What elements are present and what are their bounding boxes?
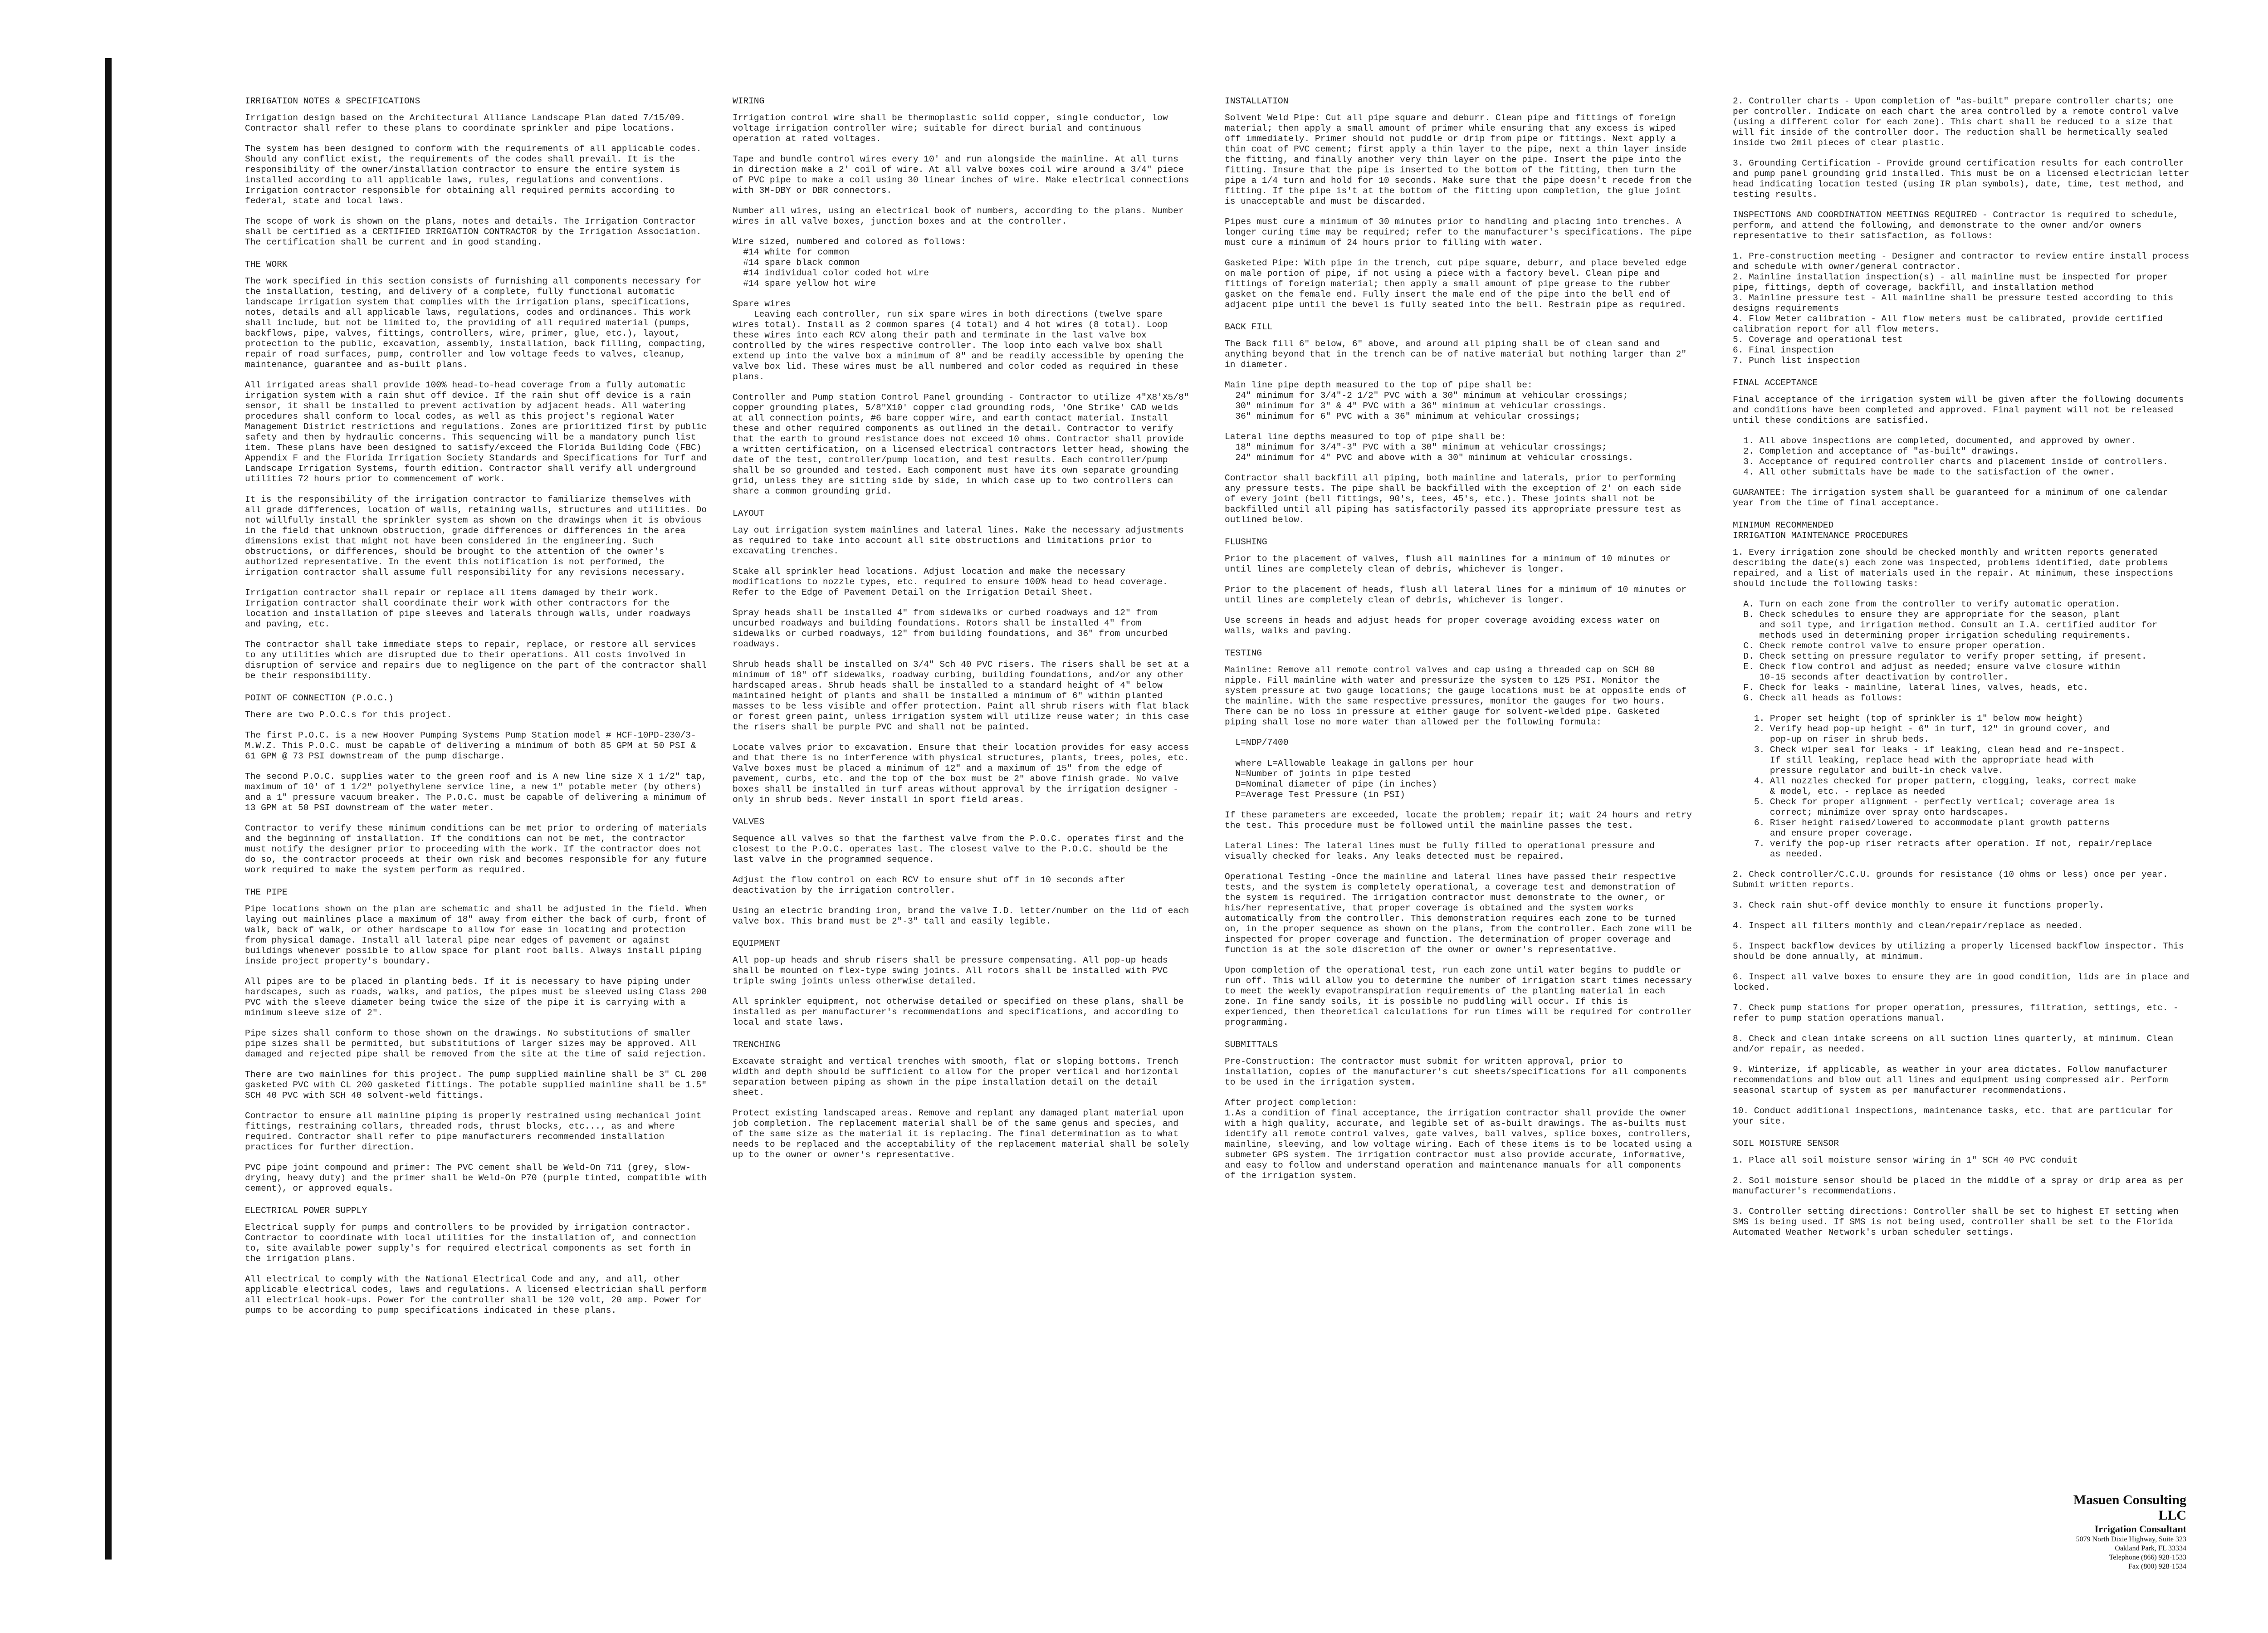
note-paragraph: 6. Inspect all valve boxes to ensure they are in good condition, lids are in place and locked. [1733,972,2195,993]
note-paragraph: Irrigation control wire shall be thermoplastic solid copper, single conductor, low voltage irrigation controller wire; suitable for direct burial and continuous operation at rated voltages. [733,113,1173,144]
note-paragraph: Using an electric branding iron, brand the valve I.D. letter/number on the lid of each valve box. This brand must be 2"-3" tall and easily legible. [733,906,1195,926]
section-heading: TESTING [1225,648,1262,658]
note-paragraph: Electrical supply for pumps and controllers to be provided by irrigation contractor. Contractor to coordinate with local utilities for the installation of, and connection to, site available power supply's for required electrical components as set forth in the irrigation plans. [245,1222,702,1264]
notes-column-2 [733,96,1193,1170]
section-heading: MINIMUM RECOMMENDED IRRIGATION MAINTENANCE PROCEDURES [1733,520,1908,541]
note-paragraph: After project completion: 1.As a condition of final acceptance, the irrigation contractor shall provide the owner with a high quality, accurate, and legible set of as-built drawings. The as-builts must identify all remote control valves, gate valves, ball valves, splice boxes, controllers, mainline, sleeving, and low voltage wiring. Each of these items is to be located using a submeter GPS system. The irrigation contractor must also provide accurate, informative, and easy to follow and understand operation and maintenance manuals for all components of the irrigation system. [1225,1098,1692,1181]
note-paragraph: Contractor shall backfill all piping, both mainline and laterals, prior to performing any pressure tests. The pipe shall be backfilled with the exception of 2' on each side of every joint (bell fittings, 90's, tees, 45's, etc.). These joints shall not be backfilled until all piping has satisfactorily passed its appropriate pressure test as outlined below. [1225,473,1687,525]
note-paragraph: All sprinkler equipment, not otherwise detailed or specified on these plans, shall be installed as per manufacturer's recommendations and specifications, and according to local and state laws. [733,997,1189,1027]
note-paragraph: Lay out irrigation system mainlines and lateral lines. Make the necessary adjustments as required to take into account all site obstructions and limitations prior to excavating trenches. [733,525,1189,556]
section-heading: INSTALLATION [1225,96,1289,106]
note-paragraph: The scope of work is shown on the plans, notes and details. The Irrigation Contractor shall be certified as a CERTIFIED IRRIGATION CONTRACTOR by the Irrigation Association. The certification shall be current and in good standing. [245,216,707,247]
note-paragraph: Number all wires, using an electrical book of numbers, according to the plans. Number wires in all valve boxes, junction boxes and at the controller. [733,206,1189,226]
note-paragraph: The first P.O.C. is a new Hoover Pumping Systems Pump Station model # HCF-10PD-230/3-M.W.Z. This P.O.C. must be capable of delivering a minimum of both 85 GPM at 50 PSI & 61 GPM @ 73 PSI downstream of the pump discharge. [245,730,702,761]
section-heading: VALVES [733,817,765,827]
note-paragraph: Gasketed Pipe: With pipe in the trench, cut pipe square, deburr, and place beveled edge on male portion of pipe, if not using a piece with a factory bevel. Clean pipe and fittings of foreign material; then apply a small amount of pipe grease to the rubber gasket on the female end. Fully insert the male end of the pipe into the bell end of adjacent pipe until the bevel is fully seated into the bell. Restrain pipe as required. [1225,258,1692,310]
consultant-block [2050,1492,2186,1571]
note-paragraph: Spare wires Leaving each controller, run six spare wires in both directions (twelve spare wires total). Install as 2 common spares (4 total) and 4 hot wires (8 total). Loop these wires into each RCV along their path and terminate in the last valve box controlled by the wires respective controller. The loop into each valve box shall extend up into the valve box a minimum of 8" and be readily accessible by opening the valve box lid. These wires must be all numbered and color coded as required in these plans. [733,299,1184,382]
notes-column-1 [245,96,712,1326]
note-paragraph: All electrical to comply with the National Electrical Code and any, and all, other applicable electrical codes, laws and regulations. A licensed electrician shall perform all electrical hook-ups. Power for the controller shall be 120 volt, 20 amp. Power for pumps to be according to pump specifications indicated in these plans. [245,1274,712,1315]
note-paragraph: 3. Grounding Certification - Provide ground certification results for each controller and pump panel grounding grid installed. This must be on a licensed electrician letter head indicating location tested (using IR plan symbols), date, time, test method, and testing results. [1733,158,2195,200]
note-paragraph: There are two mainlines for this project. The pump supplied mainline shall be 3" CL 200 gasketed PVC with CL 200 gasketed fittings. The potable supplied mainline shall be 1.5" SCH 40 PVC with SCH 40 solvent-weld fittings. [245,1070,712,1100]
note-paragraph: Irrigation design based on the Architectural Alliance Landscape Plan dated 7/15/09. Contractor shall refer to these plans to coordinate sprinkler and pipe locations. [245,113,691,133]
note-paragraph: 2. Soil moisture sensor should be placed in the middle of a spray or drip area as per manufacturer's recommendations. [1733,1176,2190,1196]
note-paragraph: 1. All above inspections are completed, documented, and approved by owner. 2. Completion and acceptance of "as-built" drawings. 3. Acceptance of required controller charts and placement inside of controllers. 4. All other submittals have be made to the satisfaction of the owner. [1743,436,2168,477]
note-paragraph: There are two P.O.C.s for this project. [245,710,452,720]
note-paragraph: Prior to the placement of heads, flush all lateral lines for a minimum of 10 minutes or until lines are completely clean of debris, whichever is longer. [1225,585,1692,605]
section-heading: ELECTRICAL POWER SUPPLY [245,1206,367,1216]
sheet-border-bar [105,58,112,1560]
note-paragraph: 7. Check pump stations for proper operation, pressures, filtration, settings, etc. - refer to pump station operations manual. [1733,1003,2184,1023]
note-paragraph: Pipe locations shown on the plan are schematic and shall be adjusted in the field. When laying out mainlines place a maximum of 18" away from either the back of curb, front of walk, back of walk, or other hardscape to allow for ease in locating and protection from physical damage. Install all lateral pipe near edges of pavement or against buildings whenever possible to allow space for plant root balls. Always install piping inside project property's boundary. [245,904,712,966]
section-heading: THE WORK [245,259,288,269]
note-paragraph: Excavate straight and vertical trenches with smooth, flat or sloping bottoms. Trench width and depth should be sufficient to allow for the proper vertical and horizontal separation between piping as shown in the pipe installation detail on the detail sheet. [733,1056,1184,1098]
note-paragraph: If these parameters are exceeded, locate the problem; repair it; wait 24 hours and retry the test. This procedure must be followed until the mainline passes the test. [1225,810,1697,831]
note-paragraph: Lateral Lines: The lateral lines must be fully filled to operational pressure and visually checked for leaks. Any leaks detected must be repaired. [1225,841,1660,861]
note-paragraph: Spray heads shall be installed 4" from sidewalks or curbed roadways and 12" from uncurbed roadways and building foundations. Rotors shall be installed 4" from sidewalks or curbed roadways, 12" from building foundations, and 36" from uncurbed roadways. [733,608,1173,649]
note-paragraph: Wire sized, numbered and colored as follows: #14 white for common #14 spare black common #14 individual color coded hot wire #14 spare yellow hot wire [733,237,966,288]
note-paragraph: Tape and bundle control wires every 10' and run alongside the mainline. At all turns in direction make a 2' coil of wire. At all valve boxes coil wire around a 3/4" piece of PVC pipe to make a coil using 30 linear inches of wire. Make electrical connections with 3M-DBY or DBR connectors. [733,154,1195,196]
note-paragraph: Use screens in heads and adjust heads for proper coverage avoiding excess water on walls, walks and paving. [1225,616,1666,636]
note-paragraph: Locate valves prior to excavation. Ensure that their location provides for easy access and that there is no interference with physical structures, plants, trees, poles, etc. Valve boxes must be placed a minimum of 12" and a maximum of 15" from the edge of pavement, curbs, etc. and the top of the box must be 2" above finish grade. No valve boxes shall be installed in turf areas without approval by the irrigation designer - only in shrub beds. Never install in sport field areas. [733,743,1195,805]
note-paragraph: Prior to the placement of valves, flush all mainlines for a minimum of 10 minutes or until lines are completely clean of debris, whichever is longer. [1225,554,1676,574]
note-paragraph: Operational Testing -Once the mainline and lateral lines have passed their respective tests, and the system is completely operational, a coverage test and demonstration of the system is required. The irrigation contractor must demonstrate to the owner, or his/her representative, that proper coverage is obtained and the system works automatically from the controller. This demonstration requires each zone to be turned on, in the proper sequence as shown on the plans, from the controller. Each zone will be inspected for proper coverage and function. The determination of proper coverage and function is at the sole discretion of the owner or owner's representative. [1225,872,1697,955]
consultant-name: Masuen Consulting LLC [2073,1492,2186,1523]
note-paragraph: Lateral line depths measured to top of pipe shall be: 18" minimum for 3/4"-3" PVC with a 30" minimum at vehicular crossings; 24" minimum for 4" PVC and above with a 30" minimum at vehicular crossings. [1225,432,1634,463]
section-heading: THE PIPE [245,887,288,897]
note-paragraph: Controller and Pump station Control Panel grounding - Contractor to utilize 4"X8'X5/8" copper grounding plates, 5/8"X10' copper clad grounding rods, 'One Strike' CAD welds at all connection points, #6 bare copper wire, and earth contact material. Install these and other required components as outlined in the detail. Contractor to verify that the earth to ground resistance does not exceed 10 ohms. Contractor shall provide a written certification, on a licensed electrical contractors letter head, showing the date of the test, controller/pump location, and test results. Each controller/pump shall be so grounded and tested. Each component must have its own separate grounding grid, unless they are sitting side by side, in which case up to two controllers can share a common grounding grid. [733,392,1195,496]
note-paragraph: Adjust the flow control on each RCV to ensure shut off in 10 seconds after deactivation by the irrigation controller. [733,875,1131,895]
note-paragraph: The work specified in this section consists of furnishing all components necessary for the installation, testing, and delivery of a complete, fully functional automatic landscape irrigation system that complies with the irrigation plans, specifications, notes, details and all applicable laws, regulations, codes and ordinances. This work shall include, but not be limited to, the providing of all required material (pumps, backflows, pipe, valves, fittings, controllers, wire, primer, glue, etc.), layout, protection to the public, excavation, assembly, installation, back filling, compacting, repair of road surfaces, pump, controller and low voltage feeds to valves, cleanup, maintenance, guarantee and as-built plans. [245,276,712,370]
section-heading: SOIL MOISTURE SENSOR [1733,1139,1839,1149]
section-heading: FINAL ACCEPTANCE [1733,378,1818,388]
note-paragraph: Sequence all valves so that the farthest valve from the P.O.C. operates first and the closest to the P.O.C. operates last. The closest valve to the P.O.C. should be the last valve in the programmed sequence. [733,834,1189,865]
note-paragraph: Irrigation contractor shall repair or replace all items damaged by their work. Irrigation contractor shall coordinate their work with other contractors for the location and installation of pipe sleeves and laterals through walls, under roadways and paving, etc. [245,588,696,629]
note-paragraph: All irrigated areas shall provide 100% head-to-head coverage from a fully automatic irrigation system with a rain shut off device. If the rain shut off device is a rain sensor, it shall be installed to prevent activation by adjacent heads. All watering procedures shall conform to local codes, as well as this project's regional Water Management District restrictions and regulations. Zones are prioritized first by public safety and then by hydraulic concerns. This sequencing will be a mandatory punch list item. These plans have been designed to satisfy/exceed the Florida Building Code (FBC) Appendix F and the Florida Irrigation Society Standards and Specifications for Turf and Landscape Irrigation Systems, fourth edition. Contractor shall verify all underground utilities 72 hours prior to commencement of work. [245,380,712,484]
note-paragraph: Pipe sizes shall conform to those shown on the drawings. No substitutions of smaller pipe sizes shall be permitted, but substitutions of larger sizes may be approved. All damaged and rejected pipe shall be removed from the site at the time of said rejection. [245,1028,707,1059]
note-paragraph: 3. Check rain shut-off device monthly to ensure it functions properly. [1733,900,2105,910]
note-paragraph: Mainline: Remove all remote control valves and cap using a threaded cap on SCH 80 nipple. Fill mainline with water and pressurize the system to 125 PSI. Monitor the system pressure at two gauge locations; the gauge locations must be at opposite ends of the mainline. With the same respective pressures, monitor the gauges for two hours. There can be no loss in pressure at either gauge for solvent-welded pipe. Gasketed piping shall lose no more water than allowed per the following formula: [1225,665,1692,727]
note-paragraph: Solvent Weld Pipe: Cut all pipe square and deburr. Clean pipe and fittings of foreign material; then apply a small amount of primer while ensuring that any excess is wiped off immediately. Primer should not puddle or drip from pipe or fittings. Next apply a thin coat of PVC cement; first apply a thin layer to the pipe, next a thin layer inside the fitting, and finally another very thin layer on the pipe. Insert the pipe into the fitting. Insure that the pipe is inserted to the bottom of the fitting, then turn the pipe a 1/4 turn and hold for 10 seconds. Make sure that the pipe doesn't recede from the fitting. If the pipe is't at the bottom of the fitting upon completion, the glue joint is unacceptable and must be discarded. [1225,113,1697,206]
note-paragraph: Stake all sprinkler head locations. Adjust location and make the necessary modifications to nozzle types, etc. required to ensure 100% head to head coverage. Refer to the Edge of Pavement Detail on the Irrigation Detail Sheet. [733,567,1173,597]
notes-column-3 [1225,96,1697,1191]
consultant-phone: Telephone (866) 928-1533 [2109,1554,2186,1561]
notes-column-4 [1733,96,2195,1248]
note-paragraph: GUARANTEE: The irrigation system shall be guaranteed for a minimum of one calendar year from the time of final acceptance. [1733,488,2174,508]
note-paragraph: Pipes must cure a minimum of 30 minutes prior to handling and placing into trenches. A longer curing time may be required; refer to the manufacturer's specifications. The pipe must cure a minimum of 24 hours prior to filling with water. [1225,217,1697,248]
note-paragraph: 2. Check controller/C.C.U. grounds for resistance (10 ohms or less) once per year. Submit written reports. [1733,870,2174,890]
note-paragraph: The contractor shall take immediate steps to repair, replace, or restore all services to any utilities which are disrupted due to their operations. All costs involved in disruption of service and repairs due to negligence on the part of the contractor shall be their responsibility. [245,640,712,681]
note-paragraph: 1. Pre-construction meeting - Designer and contractor to review entire install process and schedule with owner/general contractor. 2. Mainline installation inspection(s) - all mainline must be inspected for proper pipe, fittings, depth of coverage, backfill, and installation method 3. Mainline pressure test - All mainline shall be pressure tested according to this designs requirements 4. Flow Meter calibration - All flow meters must be calibrated, provide certified calibration report for all flow meters. 5. Coverage and operational test 6. Final inspection 7. Punch list inspection [1733,251,2190,366]
section-heading: FLUSHING [1225,537,1267,547]
consultant-address-2: Oakland Park, FL 33334 [2115,1545,2186,1552]
note-paragraph: All pop-up heads and shrub risers shall be pressure compensating. All pop-up heads shall be mounted on flex-type swing joints. All rotors shall be installed with PVC triple swing joints unless otherwise detailed. [733,955,1173,986]
note-paragraph: 1. Every irrigation zone should be checked monthly and written reports generated describing the date(s) each zone was inspected, problems identified, date problems repaired, and a list of materials used in the repair. At minimum, these inspections should include the following tasks: [1733,548,2179,589]
section-heading: IRRIGATION NOTES & SPECIFICATIONS [245,96,420,106]
note-paragraph: PVC pipe joint compound and primer: The PVC cement shall be Weld-On 711 (grey, slow-drying, heavy duty) and the primer shall be Weld-On P70 (purple tinted, compatible with cement), or approved equals. [245,1163,712,1193]
section-heading: LAYOUT [733,508,765,518]
note-paragraph: Main line pipe depth measured to the top of pipe shall be: 24" minimum for 3/4"-2 1/2" PVC with a 30" minimum at vehicular crossings; 30" minimum for 3" & 4" PVC with a 36" minimum at vehicular crossings. 36" minimum for 6" PVC with a 36" minimum at vehicular crossings; [1225,380,1628,421]
consultant-fax: Fax (800) 928-1534 [2128,1563,2186,1570]
note-paragraph: A. Turn on each zone from the controller to verify automatic operation. B. Check schedules to ensure they are appropriate for the season, plant and soil type, and irrigation method. Consult an I.A. certified auditor for methods used in determining proper irrigation scheduling requirements. C. Check remote control valve to ensure proper operation. D. Check setting on pressure regulator to verify proper setting, if present. E. Check flow control and adjust as needed; ensure valve closure within 10-15 seconds after deactivation by controller. F. Check for leaks - mainline, lateral lines, valves, heads, etc. G. Check all heads as follows: [1743,599,2158,703]
consultant-address-1: 5079 North Dixie Highway, Suite 323 [2076,1535,2186,1543]
note-paragraph: It is the responsibility of the irrigation contractor to familiarize themselves with all grade differences, location of walls, retaining walls, structures and utilities. Do not willfully install the sprinkler system as shown on the drawings when it is obvious in the field that unknown obstruction, grade differences or differences in the area dimensions exist that might not have been considered in the engineering. Such obstructions, or differences, should be brought to the attention of the owner's authorized representative. In the event this notification is not performed, the irrigation contractor shall assume full responsibility for any revisions necessary. [245,494,712,577]
section-heading: EQUIPMENT [733,939,781,949]
section-heading: SUBMITTALS [1225,1040,1278,1050]
note-paragraph: 4. Inspect all filters monthly and clean/repair/replace as needed. [1733,921,2083,931]
note-paragraph: Protect existing landscaped areas. Remove and replant any damaged plant material upon job completion. The replacement material shall be of the same genus and species, and of the same size as the material it is replacing. The final determination as to what needs to be replaced and the acceptability of the replacement material shall be solely up to the owner or owner's representative. [733,1108,1195,1160]
note-paragraph: Shrub heads shall be installed on 3/4" Sch 40 PVC risers. The risers shall be set at a minimum of 18" off sidewalks, roadway curbing, building foundations, and/or any other hardscaped areas. Shrub heads shall be installed to a standard height of 4" below maintained height of plants and shall be installed a minimum of 6" within planted masses to be less visible and offer protection. Paint all shrub risers with flat black or forest green paint, unless irrigation system will utilize reuse water; in this case the risers shall be purple PVC and shall not be painted. [733,660,1195,732]
note-paragraph: Upon completion of the operational test, run each zone until water begins to puddle or run off. This will allow you to determine the number of irrigation start times necessary to meet the weekly evapotranspiration requirements of the planting material in each zone. In fine sandy soils, it is possible no puddling will occur. If this is experienced, then theoretical calculations for run times will be required for controller programming. [1225,965,1697,1027]
note-paragraph: Contractor to ensure all mainline piping is properly restrained using mechanical joint fittings, restraining collars, threaded rods, thrust blocks, etc..., as and where required. Contractor shall refer to pipe manufacturers recommended installation practices for further direction. [245,1111,707,1152]
note-paragraph: L=NDP/7400 where L=Allowable leakage in gallons per hour N=Number of joints in pipe tested D=Nominal diameter of pipe (in inches) P=Average Test Pressure (in PSI) [1235,738,1474,800]
note-paragraph: The system has been designed to conform with the requirements of all applicable codes. Should any conflict exist, the requirements of the codes shall prevail. It is the responsibility of the owner/installation contractor to ensure the entire system is installed according to all applicable laws, rules, regulations and conventions. Irrigation contractor responsible for obtaining all required permits according to federal, state and local laws. [245,144,707,206]
note-paragraph: Pre-Construction: The contractor must submit for written approval, prior to installation, copies of the manufacturer's cut sheets/specifications for all components to be used in the irrigation system. [1225,1056,1692,1087]
note-paragraph: 1. Place all soil moisture sensor wiring in 1" SCH 40 PVC conduit [1733,1155,2078,1165]
note-paragraph: Contractor to verify these minimum conditions can be met prior to ordering of materials and the beginning of installation. If the conditions can not be met, the contractor must notify the designer prior to proceeding with the work. If the contractor does not do so, the contractor proceeds at their own risk and becomes responsible for any future work required to make the system perform as required. [245,823,712,875]
section-heading: BACK FILL [1225,322,1273,332]
note-paragraph: The Back fill 6" below, 6" above, and around all piping shall be of clean sand and anything beyond that in the trench can be of native material but nothing larger than 2" in diameter. [1225,339,1692,370]
note-paragraph: 3. Controller setting directions: Controller shall be set to highest ET setting when SMS is being used. If SMS is not being used, controller shall be set to the Florida Automated Weather Network's urban scheduler settings. [1733,1207,2184,1237]
note-paragraph: 1. Proper set height (top of sprinkler is 1" below mow height) 2. Verify head pop-up height - 6" in turf, 12" in ground cover, and pop-up on riser in shrub beds. 3. Check wiper seal for leaks - if leaking, clean head and re-inspect. If still leaking, replace head with the appropriate head with pressure regulator and built-in check valve. 4. All nozzles checked for proper pattern, clogging, leaks, correct make & model, etc. - replace as needed 5. Check for proper alignment - perfectly vertical; coverage area is correct; minimize over spray onto hardscapes. 6. Riser height raised/lowered to accommodate plant growth patterns and ensure proper coverage. 7. verify the pop-up riser retracts after operation. If not, repair/replace as needed. [1754,714,2152,859]
consultant-role: Irrigation Consultant [2094,1523,2186,1535]
note-paragraph: 9. Winterize, if applicable, as weather in your area dictates. Follow manufacturer recommendations and blow out all lines and equipment using compressed air. Perform seasonal startup of system as per manufacturer recommendations. [1733,1065,2174,1095]
note-paragraph: 10. Conduct additional inspections, maintenance tasks, etc. that are particular for your site. [1733,1106,2179,1126]
section-heading: POINT OF CONNECTION (P.O.C.) [245,693,394,703]
note-paragraph: 5. Inspect backflow devices by utilizing a properly licensed backflow inspector. This should be done annually, at minimum. [1733,941,2190,962]
note-paragraph: All pipes are to be placed in planting beds. If it is necessary to have piping under hardscapes, such as roads, walks, and patios, the pipes must be sleeved using Class 200 PVC with the sleeve diameter being twice the size of the pipe it is carrying with a minimum sleeve size of 2". [245,977,712,1018]
note-paragraph: Final acceptance of the irrigation system will be given after the following documents and conditions have been completed and approved. Final payment will not be released until these conditions are satisfied. [1733,395,2190,425]
note-paragraph: INSPECTIONS AND COORDINATION MEETINGS REQUIRED - Contractor is required to schedule, perform, and attend the following, and demonstrate to the owner and/or owners representative to their satisfaction, as follows: [1733,210,2184,241]
section-heading: TRENCHING [733,1040,781,1050]
note-paragraph: 2. Controller charts - Upon completion of "as-built" prepare controller charts; one per controller. Indicate on each chart the area controlled by a remote control valve (using a different color for each zone). This chart shall be reduced to a size that will fit inside of the controller door. The reduction shall be hermetically sealed inside two 2mil pieces of clear plastic. [1733,96,2184,148]
note-paragraph: The second P.O.C. supplies water to the green roof and is A new line size X 1 1/2" tap, maximum of 10' of 1 1/2" polyethylene service line, a new 1" potable meter (by others) and a 1" pressure vacuum breaker. The P.O.C. must be capable of delivering a minimum of 13 GPM at 50 PSI downstream of the water meter. [245,772,712,813]
section-heading: WIRING [733,96,765,106]
note-paragraph: 8. Check and clean intake screens on all suction lines quarterly, at minimum. Clean and/or repair, as needed. [1733,1034,2179,1054]
